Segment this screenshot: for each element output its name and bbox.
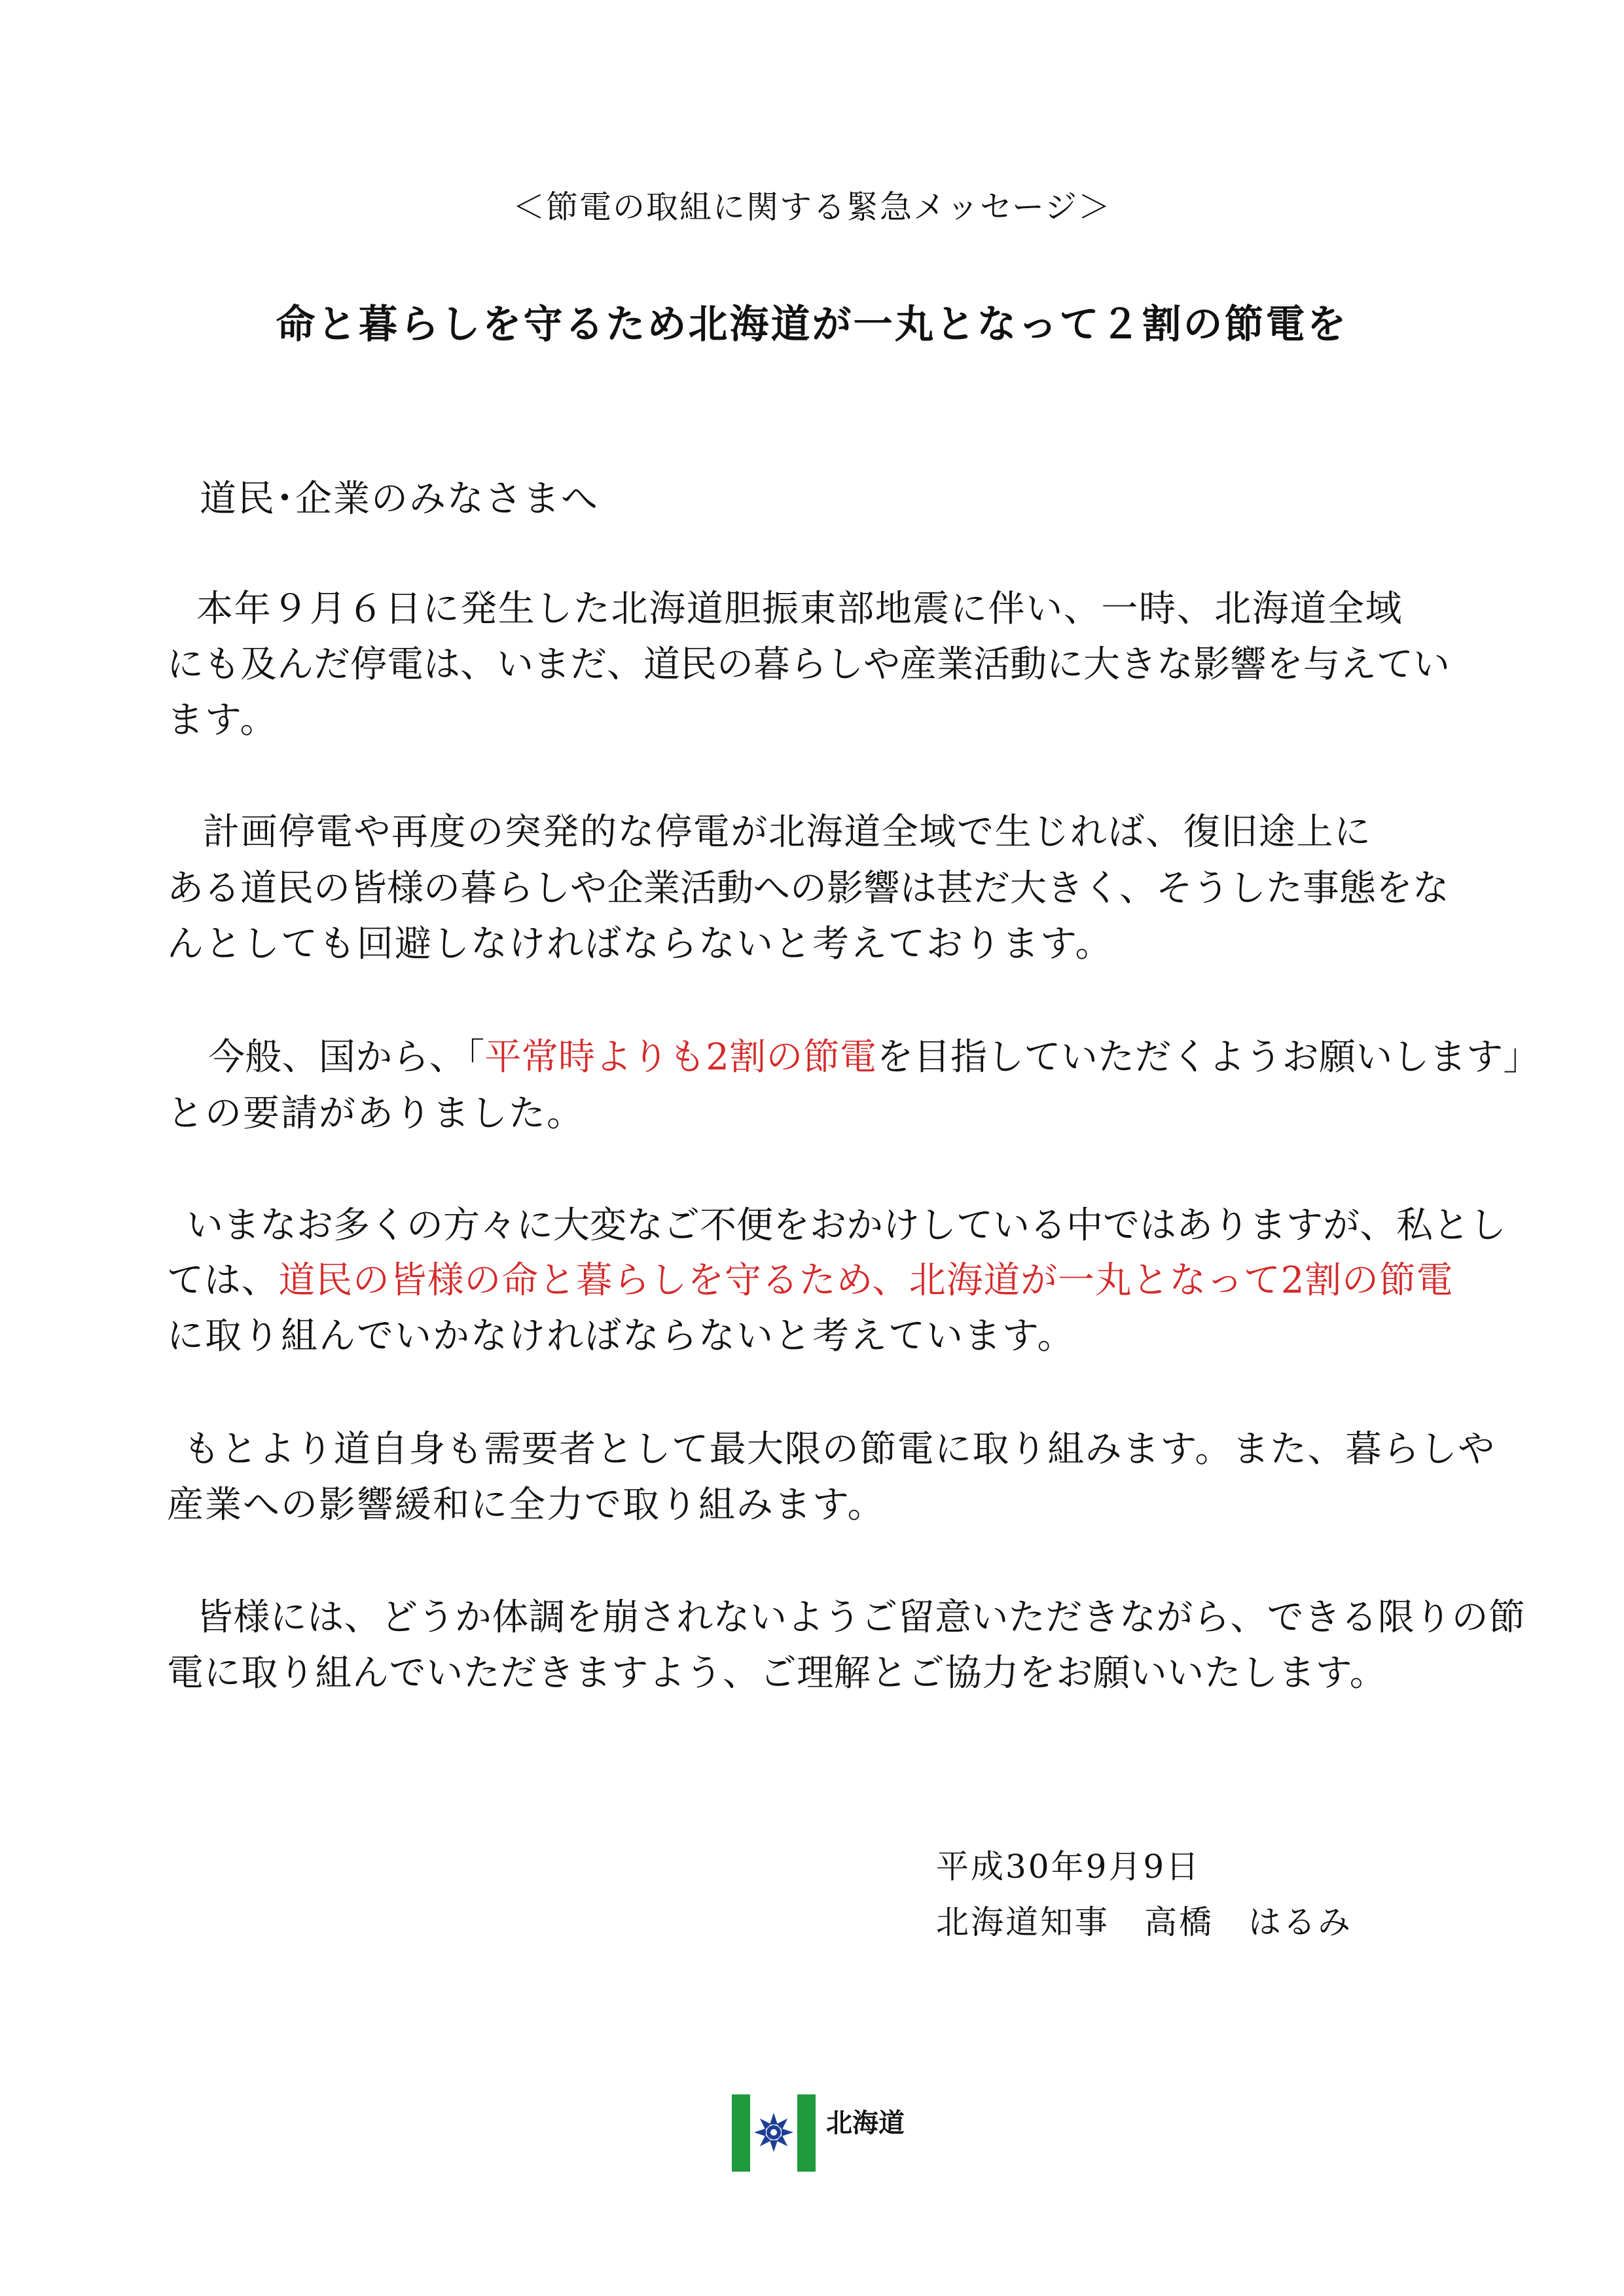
paragraph-1-line-2: にも及んだ停電は、いまだ、道民の暮らしや産業活動に大きな影響を与えてい: [167, 643, 1450, 686]
paragraph-3-line-2: との要請がありました。: [167, 1092, 585, 1135]
signature-author: 北海道知事 高橋 はるみ: [936, 1903, 1352, 1941]
highlight-power-saving-target: 平常時よりも2割の節電: [484, 1036, 877, 1079]
paragraph-5-line-1: もとより道自身も需要者として最大限の節電に取り組みます。また、暮らしや: [183, 1428, 1496, 1471]
highlight-hokkaido-united: 道民の皆様の命と暮らしを守るため、北海道が一丸となって2割の節電: [278, 1259, 1454, 1302]
paragraph-4-line-2: [167, 1259, 1454, 1302]
paragraph-3-line-1: [208, 1036, 1540, 1079]
paragraph-2-line-1: 計画停電や再度の突発的な停電が北海道全域で生じれば、復旧途上に: [203, 811, 1372, 853]
salutation: 道民･企業のみなさまへ: [200, 478, 599, 520]
signature-date: 平成30年9月9日: [936, 1848, 1201, 1886]
paragraph-6-line-2: 電に取り組んでいただきますよう、ご理解とご協力をお願いいたします。: [167, 1652, 1387, 1695]
paragraph-1-line-3: ます。: [167, 699, 278, 742]
paragraph-3-line-1-suffix: を目指していただくようお願いします」: [876, 1036, 1540, 1079]
paragraph-2-line-2: ある道民の皆様の暮らしや企業活動への影響は甚だ大きく、そうした事態をな: [167, 867, 1449, 910]
paragraph-4-line-3: に取り組んでいかなければならないと考えています。: [167, 1315, 1075, 1357]
page-title: 命と暮らしを守るため北海道が一丸となって２割の節電を: [276, 302, 1348, 348]
paragraph-5-line-2: 産業への影響緩和に全力で取り組みます。: [167, 1484, 886, 1526]
paragraph-3-line-1-prefix: 今般、国から、「: [208, 1036, 485, 1079]
message-subtitle: ＜節電の取組に関する緊急メッセージ＞: [512, 188, 1112, 226]
hokkaido-emblem-icon: [732, 2094, 817, 2173]
paragraph-4-line-1: いまなお多くの方々に大変なご不便をおかけしている中ではありますが、私とし: [187, 1204, 1506, 1247]
paragraph-4-line-2-prefix: ては、: [167, 1259, 279, 1302]
paragraph-2-line-3: んとしても回避しなければならないと考えております。: [167, 923, 1113, 965]
paragraph-6-line-1: 皆様には、どうか体調を崩されないようご留意いただきながら、できる限りの節: [196, 1596, 1526, 1639]
logo-text: 北海道: [826, 2108, 905, 2138]
paragraph-1-line-1: 本年９月６日に発生した北海道胆振東部地震に伴い、一時、北海道全域: [196, 588, 1403, 630]
